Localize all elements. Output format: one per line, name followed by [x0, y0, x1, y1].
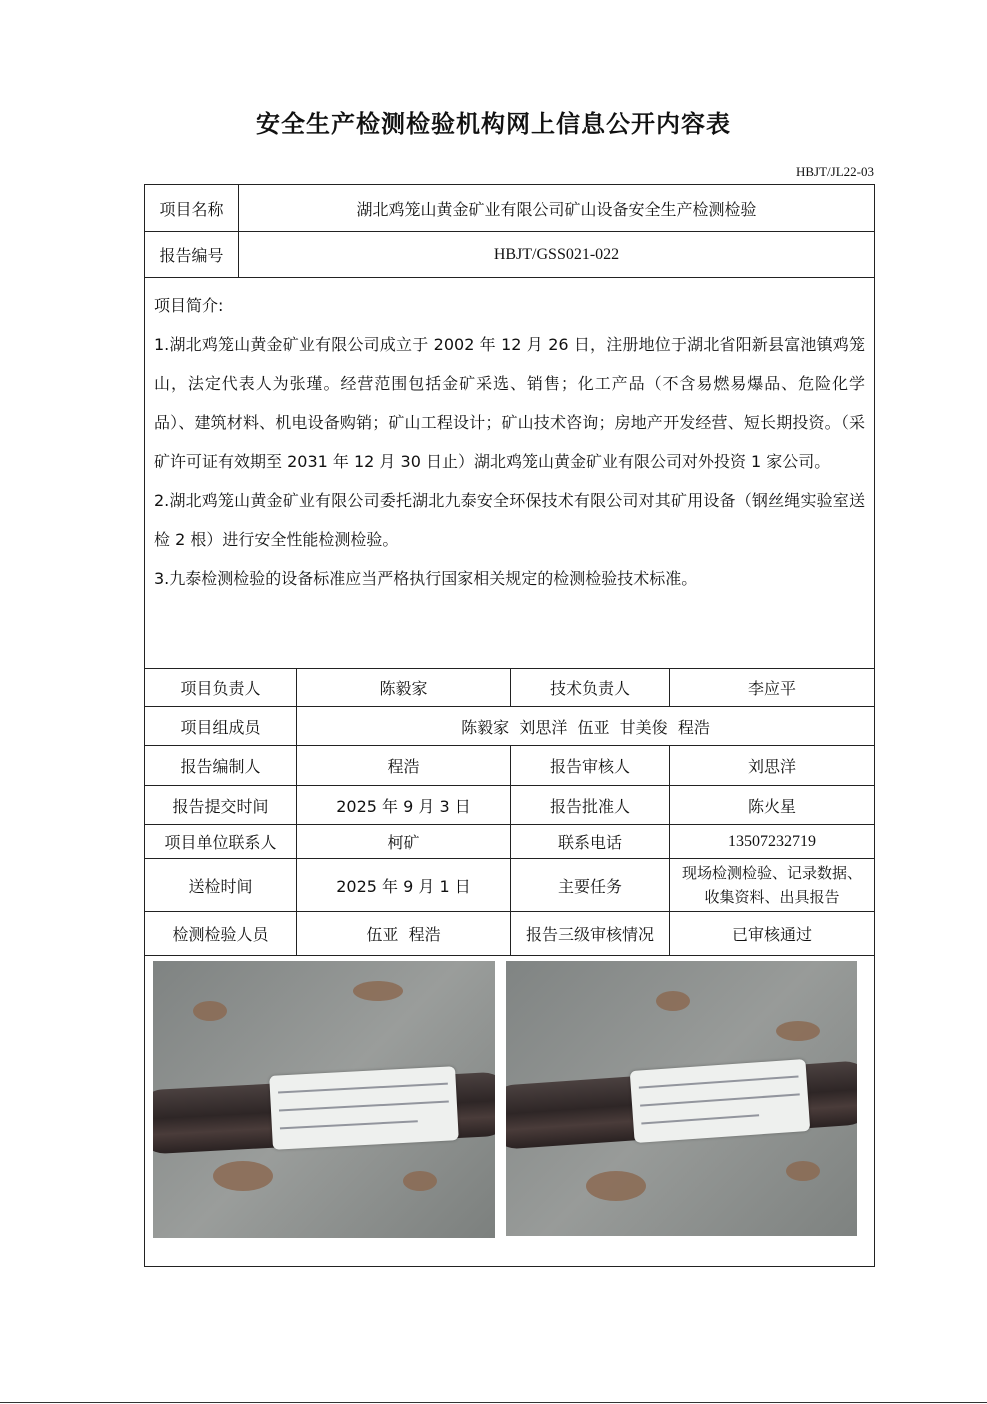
- approver-value: 陈火星: [747, 796, 796, 816]
- review-status-label: 报告三级审核情况: [511, 912, 670, 955]
- row-compiler: [145, 746, 874, 786]
- tech-lead-label: 技术负责人: [511, 669, 670, 706]
- project-intro: [145, 278, 874, 669]
- project-name-label: 项目名称: [145, 185, 239, 231]
- sample-photo-2: [506, 961, 857, 1236]
- approver-label: 报告批准人: [511, 786, 670, 824]
- tag-handwriting: [279, 1101, 449, 1112]
- phone-label: 联系电话: [511, 825, 670, 858]
- intro-paragraph-2: 2.湖北鸡笼山黄金矿业有限公司委托湖北九泰安全环保技术有限公司对其矿用设备（钢丝绳实验室送检 2 根）进行安全性能检测检验。: [154, 491, 865, 549]
- submit-time-label: 报告提交时间: [145, 786, 297, 824]
- row-inspectors: [145, 912, 874, 956]
- tag-handwriting: [639, 1075, 799, 1088]
- contact-value: 柯矿: [297, 825, 511, 858]
- form-code: HBJT/JL22-03: [796, 164, 874, 179]
- tag-handwriting: [278, 1083, 448, 1094]
- page-title: 安全生产检测检验机构网上信息公开内容表: [256, 110, 731, 138]
- rust-spot: [776, 1021, 820, 1041]
- leader-label: 项目负责人: [145, 669, 297, 706]
- row-members: [145, 707, 874, 746]
- rust-spot: [193, 1001, 227, 1021]
- intro-paragraph-1: 1.湖北鸡笼山黄金矿业有限公司成立于 2002 年 12 月 26 日，注册地位于湖北省阳新县富池镇鸡笼山，法定代表人为张瑾。经营范围包括金矿采选、销售；化工产品（不含易燃易爆品、危险化学品）、建筑材料、机电设备购销；矿山工程设计；矿山技术咨询；房地产开发经营、短长期投资。（采矿许可证有效期至 2031 年 12 月 30 日止）湖北鸡笼山黄金矿业有限公司对外投资 1 家公司。: [154, 335, 865, 471]
- sample-label-tag: [269, 1066, 459, 1150]
- row-contact: [145, 825, 874, 859]
- task-value: 现场检测检验、记录数据、收集资料、出具报告: [681, 864, 862, 906]
- row-report-number: [145, 232, 874, 278]
- report-number-label: 报告编号: [145, 232, 239, 277]
- tech-lead-value: 李应平: [747, 679, 796, 698]
- rust-spot: [656, 991, 690, 1011]
- rust-spot: [403, 1171, 437, 1191]
- rust-spot: [353, 981, 403, 1001]
- info-table: [144, 184, 875, 1267]
- rust-spot: [786, 1161, 820, 1181]
- contact-label: 项目单位联系人: [145, 825, 297, 858]
- review-status-value: 已审核通过: [731, 925, 812, 944]
- project-name-value: 湖北鸡笼山黄金矿业有限公司矿山设备安全生产检测检验: [356, 199, 757, 219]
- task-label: 主要任务: [511, 859, 670, 911]
- rust-spot: [586, 1171, 646, 1201]
- row-send-time: [145, 859, 874, 912]
- sample-photo-1: [153, 961, 495, 1238]
- inspectors-label: 检测检验人员: [145, 912, 297, 955]
- submit-time-value: 2025 年 9 月 3 日: [297, 786, 511, 824]
- members-value: 陈毅家 刘思洋 伍亚 甘美俊 程浩: [461, 717, 710, 737]
- members-label: 项目组成员: [145, 707, 297, 745]
- send-time-label: 送检时间: [145, 859, 297, 911]
- sample-label-tag: [630, 1059, 811, 1143]
- send-time-value: 2025 年 9 月 1 日: [297, 859, 511, 911]
- reviewer-value: 刘思洋: [747, 757, 796, 776]
- tag-handwriting: [280, 1120, 418, 1129]
- bottom-rule: [0, 1402, 987, 1403]
- row-project-name: [145, 185, 874, 232]
- compiler-label: 报告编制人: [145, 746, 297, 785]
- compiler-value: 程浩: [297, 746, 511, 785]
- reviewer-label: 报告审核人: [511, 746, 670, 785]
- row-submit: [145, 786, 874, 825]
- rust-spot: [213, 1161, 273, 1191]
- phone-value: 13507232719: [728, 832, 816, 850]
- inspectors-value: 伍亚 程浩: [297, 912, 511, 955]
- report-number-value: HBJT/GSS021-022: [493, 245, 620, 263]
- tag-handwriting: [640, 1093, 800, 1106]
- tag-handwriting: [641, 1114, 759, 1124]
- intro-heading: 项目简介:: [154, 296, 224, 315]
- intro-paragraph-3: 3.九泰检测检验的设备标准应当严格执行国家相关规定的检测检验技术标准。: [154, 569, 698, 588]
- row-leaders: [145, 669, 874, 707]
- leader-value: 陈毅家: [297, 669, 511, 706]
